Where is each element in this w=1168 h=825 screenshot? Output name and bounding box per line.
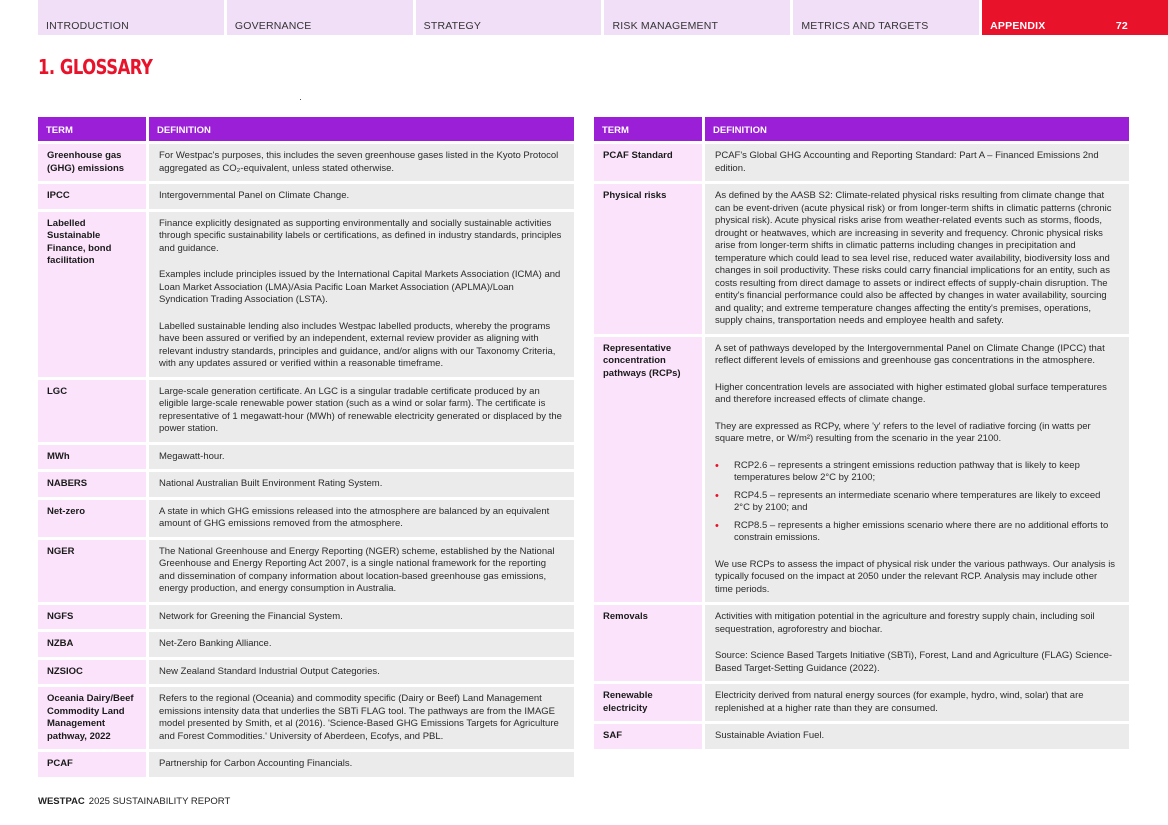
glossary-row — [38, 184, 574, 209]
definition-paragraph: As defined by the AASB S2: Climate-related physical risks resulting from climate change that can be event-driven (acute physical risk) or from longer-term shifts in climatic patterns (chronic physical risk). Acute physical risks arise from weather-related events such as storms, floods, drought or heatwaves, which are increasing in severity and frequency. Chronic physical risks arise from longer-term shifts in climatic patterns including changes in precipitation and temperature which could lead to sea level rise, reduced water availability, biodiversity loss and changes in soil productivity. These risks could carry financial implications for an entity, such as costs resulting from direct damage to assets or indirect effects of supply-chain disruption. The entity's financial performance could also be affected by changes in water availability, sourcing and quality; and extreme temperature changes affecting the entity's premises, operations, supply chains, transportation needs and employee health and safety. — [715, 190, 1112, 326]
term-cell: Labelled Sustainable Finance, bond facilitation — [38, 212, 146, 377]
term-cell: Greenhouse gas (GHG) emissions — [38, 144, 146, 181]
definition-paragraph: Megawatt-hour. — [159, 450, 225, 462]
glossary-table-left — [38, 117, 574, 780]
definition-paragraph: They are expressed as RCPy, where 'y' refers to the level of radiative forcing (in watts per square metre, or W/m²) resulting from the scenario in the year 2100. — [715, 420, 1091, 444]
glossary-row — [38, 380, 574, 442]
definition-paragraph: PCAF's Global GHG Accounting and Reporting Standard: Part A – Financed Emissions 2nd edition. — [715, 150, 1099, 174]
term-column-header: TERM — [38, 117, 146, 141]
definition-cell — [149, 500, 574, 537]
definition-cell — [149, 660, 574, 685]
term-cell: MWh — [38, 445, 146, 470]
definition-paragraph: National Australian Built Environment Rating System. — [159, 478, 383, 489]
term-cell: Removals — [594, 605, 702, 681]
footer — [38, 796, 230, 807]
term-cell: Net-zero — [38, 500, 146, 537]
term-cell: Physical risks — [594, 184, 702, 334]
section-nav — [38, 0, 1168, 35]
definition-paragraph: Labelled sustainable lending also includes Westpac labelled products, whereby the programs have been assured or verified by an independent, external review provider as aligning with relevant industry standards, principles and guidance, and/or aligns with our Taxonomy Criteria, with any updates assured or verified within a reasonable timeframe. — [159, 320, 556, 369]
nav-tab-metrics-and-targets[interactable]: METRICS AND TARGETS — [793, 0, 979, 35]
glossary-row — [594, 724, 1129, 749]
definition-paragraph: Large-scale generation certificate. An LGC is a singular tradable certificate produced by an eligible large-scale renewable power station (such as a wind or solar farm). The certificate is representative of 1 megawatt-hour (MWh) of renewable electricity generated or displaced by the power station. — [159, 385, 562, 434]
footer-brand: WESTPAC — [38, 796, 85, 807]
definition-cell — [705, 337, 1129, 603]
term-cell: Oceania Dairy/Beef Commodity Land Management pathway, 2022 — [38, 687, 146, 749]
definition-paragraph: A set of pathways developed by the Intergovernmental Panel on Climate Change (IPCC) that reflect different levels of emissions and greenhouse gas concentrations in the atmosphere. — [715, 342, 1105, 366]
bullet-item: • RCP4.5 – represents an intermediate scenario where temperatures are likely to exceed 2°C by 2100; and — [715, 490, 1117, 515]
term-cell: PCAF — [38, 752, 146, 777]
definition-cell — [149, 605, 574, 630]
table-header — [38, 117, 574, 141]
glossary-row — [594, 144, 1129, 181]
glossary-row — [38, 660, 574, 685]
definition-paragraph: Higher concentration levels are associated with higher estimated global surface temperatures and therefore increased effects of climate change. — [715, 381, 1107, 405]
definition-paragraph: Refers to the regional (Oceania) and commodity specific (Dairy or Beef) Land Management emissions intensity data that underlies the SBTi FLAG tool. The pathways are from the IMAGE model presented by Smith, et al (2016). 'Science-Based GHG Emissions Targets for Agriculture and Forest Commodities.' University of Aberdeen, Ecofys, and PBL. — [159, 693, 559, 742]
term-cell: PCAF Standard — [594, 144, 702, 181]
nav-tab-governance[interactable]: GOVERNANCE — [227, 0, 413, 35]
bullet-item: • RCP8.5 – represents a higher emissions scenario where there are no additional efforts to constrain emissions. — [715, 520, 1117, 545]
definition-paragraph: We use RCPs to assess the impact of physical risk under the various pathways. Our analysis is typically focused on the impact at 2050 under the relevant RCP. Analysis may include other time periods. — [715, 558, 1116, 595]
definition-paragraph: Source: Science Based Targets Initiative (SBTi), Forest, Land and Agriculture (FLAG) Science-Based Target-Setting Guidance (2022). — [715, 650, 1113, 674]
term-cell: NZSIOC — [38, 660, 146, 685]
glossary-row — [594, 605, 1129, 681]
term-cell: Representative concentration pathways (RCPs) — [594, 337, 702, 603]
footer-text: 2025 SUSTAINABILITY REPORT — [88, 796, 231, 807]
nav-tab-appendix[interactable] — [982, 0, 1168, 35]
glossary-row — [38, 605, 574, 630]
definition-column-header: DEFINITION — [149, 117, 574, 141]
nav-tab-introduction[interactable]: INTRODUCTION — [38, 0, 224, 35]
definition-paragraph: Sustainable Aviation Fuel. — [715, 730, 825, 741]
definition-paragraph: Examples include principles issued by the International Capital Markets Association (ICMA) and Loan Market Association (LMA)/Asia Pacific Loan Market Association (APLMA)/Loan Syndication Trading Association (LSTA). — [159, 269, 561, 305]
glossary-row — [38, 540, 574, 602]
nav-tab-strategy[interactable]: STRATEGY — [416, 0, 602, 35]
definition-cell — [149, 184, 574, 209]
term-cell: NABERS — [38, 472, 146, 497]
definition-cell — [149, 472, 574, 497]
glossary-row — [594, 684, 1129, 721]
glossary-row — [38, 752, 574, 777]
term-cell: Renewable electricity — [594, 684, 702, 721]
definition-paragraph: Partnership for Carbon Accounting Financials. — [159, 758, 353, 769]
definition-cell — [705, 724, 1129, 749]
term-cell: NGFS — [38, 605, 146, 630]
term-cell: IPCC — [38, 184, 146, 209]
page-number: 72 — [1115, 20, 1128, 32]
glossary-row — [38, 144, 574, 181]
table-body — [594, 144, 1129, 749]
term-cell: SAF — [594, 724, 702, 749]
glossary-row — [38, 632, 574, 657]
definition-cell — [149, 445, 574, 470]
definition-paragraph: Net-Zero Banking Alliance. — [159, 638, 272, 649]
definition-paragraph: The National Greenhouse and Energy Reporting (NGER) scheme, established by the National Greenhouse and Energy Reporting Act 2007, is a single national framework for the reporting and dissemination of company information about location-based greenhouse gas emissions, energy production, and energy consumption in Australia. — [159, 545, 555, 594]
definition-cell — [705, 184, 1129, 334]
glossary-row — [38, 472, 574, 497]
definition-cell — [705, 605, 1129, 681]
nav-tab-risk-management[interactable]: RISK MANAGEMENT — [604, 0, 790, 35]
term-column-header: TERM — [594, 117, 702, 141]
definition-cell — [149, 212, 574, 377]
definition-cell — [705, 684, 1129, 721]
definition-paragraph: For Westpac's purposes, this includes the seven greenhouse gases listed in the Kyoto Protocol aggregated as CO₂-equivalent, unless stated otherwise. — [159, 150, 559, 174]
glossary-row — [38, 445, 574, 470]
definition-cell — [149, 380, 574, 442]
definition-paragraph: A state in which GHG emissions released into the atmosphere are balanced by an equivalent amount of GHG emissions removed from the atmosphere. — [159, 505, 550, 529]
definition-paragraph: Finance explicitly designated as supporting environmentally and socially sustainable activities through specific sustainability labels or certifications, as defined in industry standards, principles and guidance. — [159, 217, 562, 254]
term-cell: NGER — [38, 540, 146, 602]
glossary-table-right — [594, 117, 1129, 752]
decorative-dot — [300, 99, 301, 100]
term-cell: NZBA — [38, 632, 146, 657]
definition-paragraph: Network for Greening the Financial System. — [159, 610, 343, 622]
definition-paragraph: Activities with mitigation potential in the agriculture and forestry supply chain, including soil sequestration, agroforestry and biochar. — [715, 611, 1095, 635]
table-header — [594, 117, 1129, 141]
definition-cell — [705, 144, 1129, 181]
page-title: 1. GLOSSARY — [38, 55, 153, 79]
definition-paragraph: Electricity derived from natural energy sources (for example, hydro, wind, solar) that are replenished at a higher rate than they are consumed. — [715, 690, 1084, 714]
glossary-row — [38, 212, 574, 377]
bullet-item: • RCP2.6 – represents a stringent emissions reduction pathway that is likely to keep temperatures below 2°C by 2100; — [715, 460, 1117, 485]
term-cell: LGC — [38, 380, 146, 442]
glossary-row — [594, 184, 1129, 334]
table-body — [38, 144, 574, 777]
nav-tab-appendix-label: APPENDIX — [990, 20, 1046, 32]
definition-cell — [149, 632, 574, 657]
definition-cell — [149, 687, 574, 749]
glossary-row — [38, 687, 574, 749]
glossary-row — [594, 337, 1129, 603]
definition-paragraph: New Zealand Standard Industrial Output Categories. — [159, 665, 380, 677]
definition-paragraph: Intergovernmental Panel on Climate Change. — [159, 190, 350, 201]
bullet-list — [715, 460, 1117, 545]
definition-cell — [149, 144, 574, 181]
definition-cell — [149, 540, 574, 602]
glossary-row — [38, 500, 574, 537]
definition-cell — [149, 752, 574, 777]
definition-column-header: DEFINITION — [705, 117, 1129, 141]
